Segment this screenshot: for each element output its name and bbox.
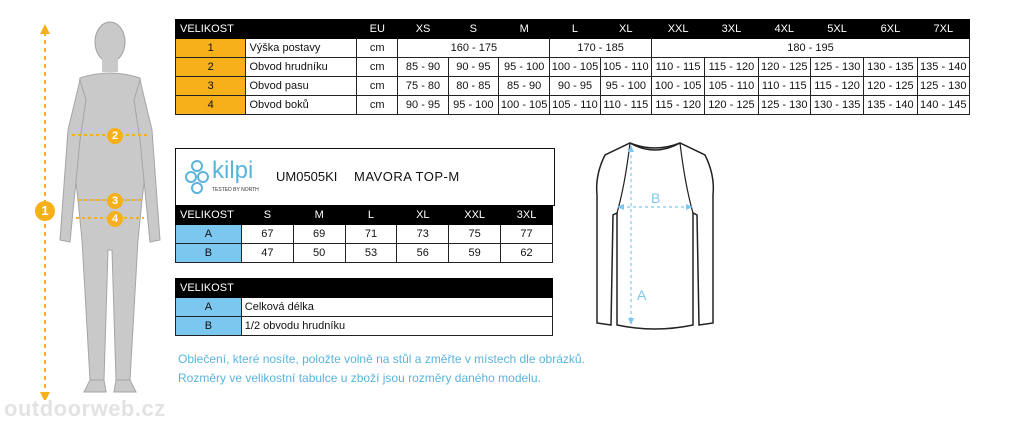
table-cell: 180 - 195	[651, 39, 969, 58]
row-number: 2	[176, 58, 246, 77]
table-cell: 85 - 90	[398, 58, 448, 77]
table-cell: 95 - 100	[600, 77, 651, 96]
header-3xl: 3XL	[501, 206, 553, 225]
table-cell: 47	[241, 244, 293, 263]
product-name: MAVORA TOP-M	[354, 169, 460, 184]
row-number: 4	[176, 96, 246, 115]
table-cell: 160 - 175	[398, 39, 550, 58]
table-cell: 77	[501, 225, 553, 244]
table-cell: 73	[397, 225, 449, 244]
header-xl: XL	[397, 206, 449, 225]
brand-tagline: TESTED BY NORTH	[212, 187, 259, 193]
header-velikost: VELIKOST	[176, 206, 242, 225]
size-table-body	[175, 19, 970, 115]
row-unit: cm	[357, 58, 398, 77]
table-row	[176, 77, 970, 96]
header-4xl: 4XL	[758, 20, 810, 39]
shirt-label-b: B	[651, 190, 661, 206]
table-cell: 125 - 130	[917, 77, 969, 96]
header-xl: XL	[600, 20, 651, 39]
shirt-diagram	[585, 135, 725, 335]
table-cell: 95 - 100	[499, 58, 550, 77]
table-cell: 115 - 120	[810, 77, 863, 96]
row-label: Obvod boků	[246, 96, 357, 115]
row-label: B	[176, 244, 242, 263]
row-unit: cm	[357, 96, 398, 115]
table-cell: 135 - 140	[864, 96, 917, 115]
watermark: outdoorweb.cz	[4, 396, 166, 421]
table-cell: 53	[345, 244, 397, 263]
shirt-label-a: A	[637, 287, 647, 303]
table-row	[176, 58, 970, 77]
row-label: Obvod pasu	[246, 77, 357, 96]
row-number: 3	[176, 77, 246, 96]
table-row	[176, 317, 553, 336]
table-cell: 59	[449, 244, 501, 263]
table-cell: 140 - 145	[917, 96, 969, 115]
header-3xl: 3XL	[705, 20, 758, 39]
header-6xl: 6XL	[864, 20, 917, 39]
header-xxl: XXL	[651, 20, 704, 39]
table-cell: 56	[397, 244, 449, 263]
table-cell: 110 - 115	[758, 77, 810, 96]
table-header-row	[176, 206, 553, 225]
marker-4: 4	[107, 211, 123, 227]
table-cell: 120 - 125	[864, 77, 917, 96]
table-cell: 80 - 85	[448, 77, 498, 96]
table-cell: 115 - 120	[705, 58, 758, 77]
table-cell: 75 - 80	[398, 77, 448, 96]
table-cell: 1/2 obvodu hrudníku	[241, 317, 552, 336]
table-cell: 105 - 110	[550, 96, 600, 115]
table-cell: 170 - 185	[550, 39, 652, 58]
table-cell: 90 - 95	[550, 77, 600, 96]
header-velikost: VELIKOST	[176, 279, 553, 298]
table-cell: 62	[501, 244, 553, 263]
table-cell: 125 - 130	[758, 96, 810, 115]
marker-3: 3	[107, 193, 123, 209]
row-label: Výška postavy	[246, 39, 357, 58]
table-cell: 71	[345, 225, 397, 244]
table-cell: 120 - 125	[758, 58, 810, 77]
table-row	[176, 244, 553, 263]
header-l: L	[550, 20, 600, 39]
table-cell: 90 - 95	[398, 96, 448, 115]
row-label: A	[176, 298, 242, 317]
table-cell: 95 - 100	[448, 96, 498, 115]
table-row	[176, 225, 553, 244]
table-header-row	[176, 20, 970, 39]
row-label: B	[176, 317, 242, 336]
table-row	[176, 96, 970, 115]
brand-logo-text: kilpi	[212, 157, 254, 184]
header-xxl: XXL	[449, 206, 501, 225]
header-eu: EU	[357, 20, 398, 39]
table-cell: 50	[293, 244, 345, 263]
header-l: L	[345, 206, 397, 225]
table-cell: 67	[241, 225, 293, 244]
header-xs: XS	[398, 20, 448, 39]
table-row	[176, 39, 970, 58]
product-code: UM0505KI	[276, 169, 338, 184]
table-cell: 135 - 140	[917, 58, 969, 77]
table-cell: 90 - 95	[448, 58, 498, 77]
instruction-note-1: Oblečení, které nosíte, položte volně na stůl a změřte v místech dle obrázků.	[178, 352, 585, 366]
header-s: S	[241, 206, 293, 225]
table-cell: 130 - 135	[810, 96, 863, 115]
table-row	[176, 298, 553, 317]
table-header-row	[176, 279, 553, 298]
kilpi-logo-icon	[184, 159, 210, 195]
header-velikost: VELIKOST	[176, 20, 357, 39]
table-cell: 100 - 105	[499, 96, 550, 115]
table-cell: 75	[449, 225, 501, 244]
table-cell: 105 - 110	[600, 58, 651, 77]
marker-2: 2	[107, 128, 123, 144]
table-cell: 115 - 120	[651, 96, 704, 115]
table-cell: 110 - 115	[651, 58, 704, 77]
row-unit: cm	[357, 39, 398, 58]
row-number: 1	[176, 39, 246, 58]
table-cell: 105 - 110	[705, 77, 758, 96]
row-unit: cm	[357, 77, 398, 96]
table-cell: 69	[293, 225, 345, 244]
header-m: M	[293, 206, 345, 225]
table-cell: 120 - 125	[705, 96, 758, 115]
table-cell: 130 - 135	[864, 58, 917, 77]
size-table-garment	[175, 205, 553, 263]
row-label: Obvod hrudníku	[246, 58, 357, 77]
measurement-legend-table	[175, 278, 553, 336]
table-cell: 85 - 90	[499, 77, 550, 96]
instruction-note-2: Rozměry ve velikostní tabulce u zboží jsou rozměry daného modelu.	[178, 371, 541, 385]
marker-1: 1	[35, 201, 55, 221]
table-cell: 100 - 105	[550, 58, 600, 77]
row-label: A	[176, 225, 242, 244]
table-cell: Celková délka	[241, 298, 552, 317]
header-m: M	[499, 20, 550, 39]
table-cell: 110 - 115	[600, 96, 651, 115]
header-7xl: 7XL	[917, 20, 969, 39]
header-s: S	[448, 20, 498, 39]
product-brand-box	[175, 148, 555, 206]
header-5xl: 5XL	[810, 20, 863, 39]
table-cell: 125 - 130	[810, 58, 863, 77]
table-cell: 100 - 105	[651, 77, 704, 96]
